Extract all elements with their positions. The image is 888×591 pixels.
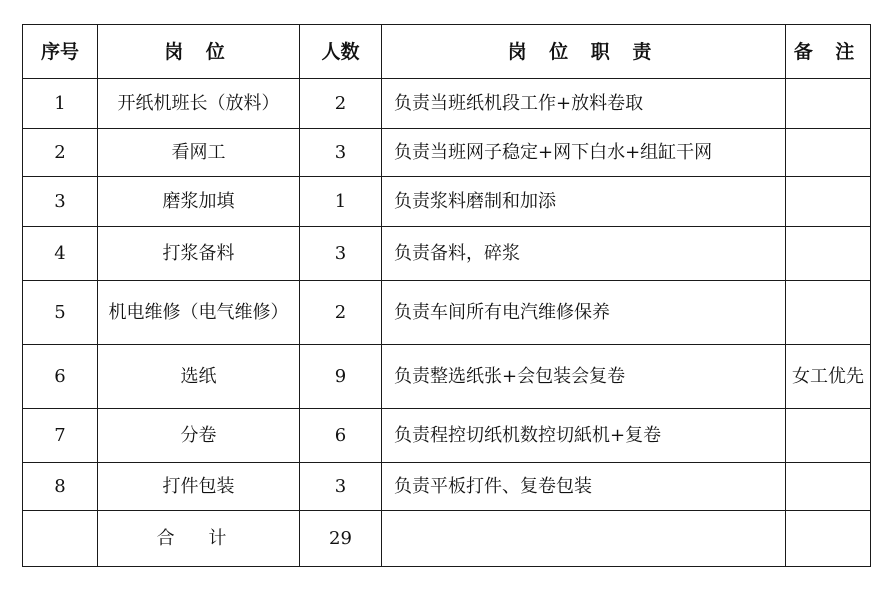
row-position: 开纸机班长（放料） [98, 79, 300, 129]
row-position: 机电维修（电气维修） [98, 281, 300, 345]
row-note [786, 281, 871, 345]
row-duty: 负责车间所有电汽维修保养 [382, 281, 786, 345]
total-label: 合 计 [98, 511, 300, 567]
table-header-row [23, 25, 871, 79]
row-position: 磨浆加填 [98, 177, 300, 227]
row-note [786, 227, 871, 281]
header-note: 备 注 [786, 25, 871, 79]
total-count: 29 [300, 511, 382, 567]
row-duty: 负责当班网子稳定+网下白水+组缸干网 [382, 129, 786, 177]
table-row [23, 409, 871, 463]
row-index: 8 [23, 463, 98, 511]
row-count: 3 [300, 129, 382, 177]
row-count: 9 [300, 345, 382, 409]
total-index-cell [23, 511, 98, 567]
row-note [786, 177, 871, 227]
row-index: 4 [23, 227, 98, 281]
row-count: 3 [300, 463, 382, 511]
header-position: 岗 位 [98, 25, 300, 79]
staffing-table [22, 24, 871, 567]
header-index: 序号 [23, 25, 98, 79]
row-position: 分卷 [98, 409, 300, 463]
row-position: 打件包装 [98, 463, 300, 511]
row-count: 2 [300, 281, 382, 345]
header-duty: 岗 位 职 责 [382, 25, 786, 79]
row-position: 看网工 [98, 129, 300, 177]
row-note [786, 79, 871, 129]
row-duty: 负责平板打件、复卷包装 [382, 463, 786, 511]
row-duty: 负责程控切纸机数控切紙机+复卷 [382, 409, 786, 463]
header-count: 人数 [300, 25, 382, 79]
total-note-cell [786, 511, 871, 567]
row-note [786, 463, 871, 511]
row-duty: 负责当班纸机段工作+放料卷取 [382, 79, 786, 129]
row-note: 女工优先 [786, 345, 871, 409]
row-index: 6 [23, 345, 98, 409]
row-duty: 负责整选纸张+会包装会复卷 [382, 345, 786, 409]
row-index: 2 [23, 129, 98, 177]
row-count: 1 [300, 177, 382, 227]
row-count: 3 [300, 227, 382, 281]
row-count: 6 [300, 409, 382, 463]
table-row [23, 79, 871, 129]
row-index: 5 [23, 281, 98, 345]
row-count: 2 [300, 79, 382, 129]
row-note [786, 409, 871, 463]
table-row [23, 227, 871, 281]
table-row [23, 129, 871, 177]
table-row [23, 345, 871, 409]
row-position: 选纸 [98, 345, 300, 409]
row-position: 打浆备料 [98, 227, 300, 281]
row-index: 3 [23, 177, 98, 227]
table-row [23, 177, 871, 227]
table-row [23, 463, 871, 511]
row-duty: 负责备料，碎浆 [382, 227, 786, 281]
table-row [23, 281, 871, 345]
row-index: 1 [23, 79, 98, 129]
row-duty: 负责浆料磨制和加添 [382, 177, 786, 227]
row-note [786, 129, 871, 177]
total-duty-cell [382, 511, 786, 567]
row-index: 7 [23, 409, 98, 463]
total-row [23, 511, 871, 567]
